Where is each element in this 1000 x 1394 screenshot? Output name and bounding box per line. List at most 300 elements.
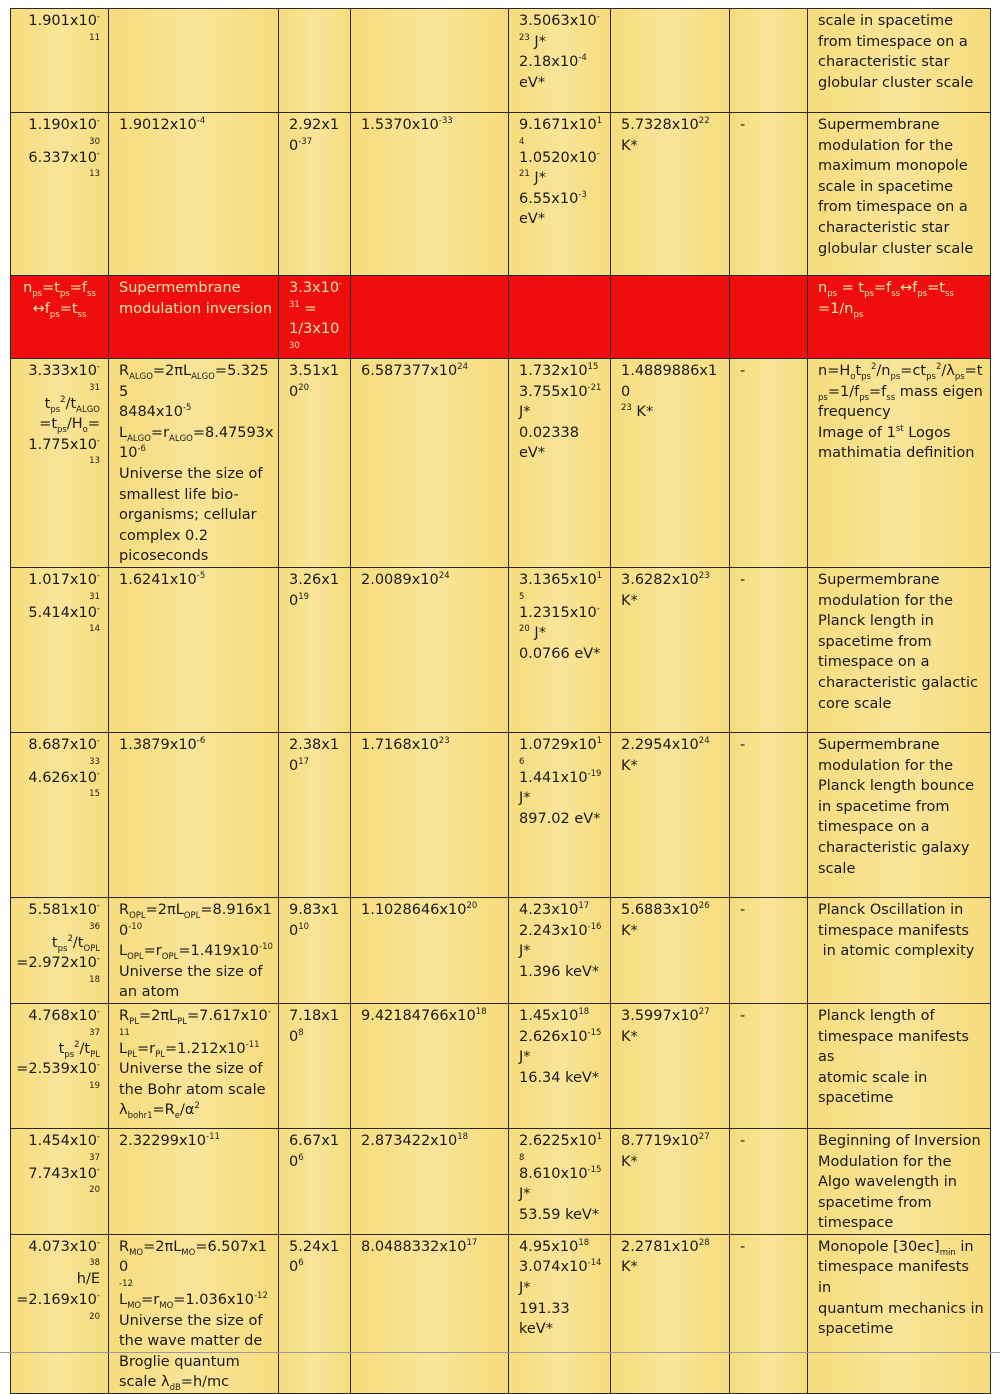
cell-line: spacetime from	[818, 633, 932, 650]
cell-line: modulation inversion	[119, 300, 273, 317]
ratio-cell	[351, 113, 509, 276]
length-cell	[109, 359, 279, 568]
cell-line: 3.3x10-	[289, 279, 343, 296]
cell-line: K*	[621, 757, 638, 774]
time-cell	[11, 567, 109, 732]
time-cell	[11, 113, 109, 276]
cell-line: characteristic star	[818, 54, 950, 71]
blank-cell	[730, 9, 808, 113]
cell-line: $2.626x10^{-15}$	[519, 1027, 602, 1045]
length-cell	[109, 276, 279, 359]
cell-line: $8484x10^{-5}$	[119, 403, 192, 421]
cell-line: $t_{ps}^2/t_{OPL}$	[51, 933, 100, 954]
cell-line: -	[740, 363, 746, 379]
table-row	[11, 732, 991, 897]
cell-line: =2.539x10-	[16, 1060, 100, 1078]
cell-line: complex 0.2	[119, 527, 209, 544]
description-cell	[808, 1234, 991, 1393]
cell-line: 37	[89, 1152, 100, 1163]
cell-line: from timespace on a	[818, 33, 968, 50]
cell-line: 36	[89, 921, 100, 932]
frequency-cell	[279, 732, 351, 897]
ratio-cell	[351, 732, 509, 897]
description-cell	[808, 732, 991, 897]
cell-line: 18	[89, 974, 100, 985]
cell-line: =2.972x10-	[16, 954, 100, 972]
cell-line: 1.017x10-	[28, 571, 100, 588]
cell-line: 11	[89, 32, 100, 43]
cell-line: $1.9012x10^{-4}$	[119, 116, 206, 133]
cell-line: $3.755x10^{-21}$	[519, 382, 602, 400]
cell-line: $\leftrightarrow f_{ps}=t_{ss}$	[32, 300, 87, 320]
energy-cell	[509, 1003, 611, 1128]
cell-line: $^{23}$ J*	[519, 32, 546, 50]
cell-line: $1.45x10^{18}$	[519, 1007, 590, 1024]
time-cell	[11, 1128, 109, 1234]
cell-line: Beginning of Inversion	[818, 1132, 981, 1149]
cell-line: -	[740, 1132, 746, 1149]
frequency-cell	[279, 1003, 351, 1128]
temperature-cell	[611, 732, 730, 897]
table-row	[11, 276, 991, 359]
time-cell	[11, 732, 109, 897]
cell-line: 3.333x10-	[28, 362, 100, 379]
temperature-cell	[611, 1128, 730, 1234]
energy-cell	[509, 9, 611, 113]
time-cell	[11, 1234, 109, 1393]
cell-line: $2.18x10^{-4}$	[519, 53, 587, 71]
description-cell	[808, 359, 991, 568]
energy-cell	[509, 897, 611, 1003]
cell-line: $2.243x10^{-16}$	[519, 921, 602, 939]
cell-line: picoseconds	[119, 548, 209, 565]
length-cell	[109, 9, 279, 113]
page-bottom-rule	[0, 1352, 1000, 1353]
cell-line: $3.6282x10^{23}$	[621, 571, 710, 588]
cell-line: J*	[519, 790, 531, 807]
temperature-cell	[611, 9, 730, 113]
cell-line: 11	[119, 1027, 130, 1038]
cell-line: 1.775x10-	[28, 435, 100, 453]
cell-line: J*	[519, 1280, 531, 1297]
cell-line: $n=H_ot_{ps}^2/n_{ps}=ct_{ps}^2/\lambda_{ps}=t$	[818, 362, 983, 382]
cell-line: 1.190x10-	[28, 116, 100, 133]
cell-line: $6.55x10^{-3}$	[519, 189, 587, 207]
table-row	[11, 567, 991, 732]
cell-line: -12	[119, 1279, 133, 1290]
data-table	[10, 8, 991, 1394]
cell-line: $9.1671x10^1$	[519, 116, 603, 133]
cell-line: -	[740, 901, 746, 918]
temperature-cell	[611, 276, 730, 359]
cell-line: J*	[519, 1186, 531, 1203]
cell-line: 2.92x1	[289, 117, 340, 133]
cell-line: 6	[519, 756, 525, 767]
ratio-cell	[351, 1128, 509, 1234]
cell-line: in spacetime from	[818, 798, 950, 815]
cell-line: timespace manifests in	[818, 1259, 974, 1297]
time-cell	[11, 359, 109, 568]
frequency-cell	[279, 1128, 351, 1234]
temperature-cell	[611, 359, 730, 568]
cell-line: $L_{OPL}=r_{OPL}=1.419x10^{-10}$	[119, 942, 273, 963]
length-cell	[109, 897, 279, 1003]
energy-cell	[509, 113, 611, 276]
cell-line: atomic scale in	[818, 1069, 928, 1086]
cell-line: $5.6883x10^{26}$	[621, 901, 710, 918]
cell-line: Universe the size of	[119, 465, 263, 482]
temperature-cell	[611, 897, 730, 1003]
frequency-cell	[279, 897, 351, 1003]
cell-line: -	[740, 571, 746, 588]
table-row	[11, 1234, 991, 1393]
cell-line: Universe the size of	[119, 1061, 263, 1078]
cell-line: 13	[89, 456, 100, 467]
energy-cell	[509, 359, 611, 568]
cell-line: $2.2781x10^{28}$	[621, 1238, 710, 1255]
cell-line: modulation for the	[818, 757, 954, 774]
energy-cell	[509, 732, 611, 897]
cell-line: 1.901x10-	[28, 12, 100, 29]
cell-line: $1.5370x10^{-33}$	[361, 116, 453, 133]
cell-line: characteristic galaxy	[818, 839, 970, 856]
cell-line: 9.83x1	[289, 901, 340, 918]
cell-line: spacetime	[818, 1321, 894, 1338]
cell-line: $1.0729x10^1$	[519, 736, 603, 753]
cell-line: $R_{MO}=2\pi L_{MO}=6.507x10$	[119, 1238, 267, 1276]
cell-line: h/E	[76, 1271, 100, 1288]
cell-line: $_{ps}=1/f_{ps}=f_{ss}$ mass eigen	[818, 383, 983, 403]
cell-line: 191.33	[519, 1300, 570, 1317]
cell-line: Algo wavelength in	[818, 1174, 957, 1191]
cell-line: Supermembrane	[818, 736, 940, 753]
cell-line: K*	[621, 1028, 638, 1045]
cell-line: 7.18x1	[289, 1007, 340, 1024]
ratio-cell	[351, 1234, 509, 1393]
cell-line: the Bohr atom scale	[119, 1081, 266, 1098]
cell-line: 8	[519, 1152, 525, 1163]
cell-line: $1.6241x10^{-5}$	[119, 571, 206, 588]
cell-line: timespace on a	[818, 819, 930, 836]
cell-line: 4.768x10-	[28, 1007, 100, 1024]
cell-line: $=1/n_{ps}$	[818, 300, 864, 320]
cell-line: 38	[89, 1258, 100, 1269]
cell-line: 31	[89, 382, 100, 393]
cell-line: 1.454x10-	[28, 1132, 100, 1149]
description-cell	[808, 276, 991, 359]
cell-line: $1.3879x10^{-6}$	[119, 736, 206, 753]
cell-line: $5.7328x10^{22}$	[621, 116, 710, 133]
cell-line: K*	[621, 1259, 638, 1276]
ratio-cell	[351, 276, 509, 359]
cell-line: $9.42184766x10^{18}$	[361, 1007, 487, 1024]
length-cell	[109, 1234, 279, 1393]
blank-cell	[730, 359, 808, 568]
cell-line: 20	[89, 1311, 100, 1322]
cell-line: as	[818, 1049, 835, 1066]
cell-line: $0^{-10}$	[119, 921, 143, 939]
cell-line: 30	[89, 136, 100, 147]
cell-line: $n_{ps}$ = $t_{ps}=f_{ss}\leftrightarrow f_{ps}=t_{ss}$	[818, 280, 954, 299]
cell-line: 0.02338	[519, 424, 579, 441]
cell-line: -	[740, 736, 746, 753]
cell-line: $^{31}$ =	[289, 299, 317, 317]
temperature-cell	[611, 1003, 730, 1128]
cell-line: $0^6$	[289, 1258, 304, 1276]
cell-line: spacetime	[818, 1090, 894, 1107]
cell-line: $10^{-6}$	[119, 444, 146, 462]
cell-line: $=t_{ps}/H_o=$	[39, 416, 100, 436]
blank-cell	[730, 113, 808, 276]
cell-line: 37	[89, 1027, 100, 1038]
cell-line: $4.23x10^{17}$	[519, 901, 590, 918]
cell-line: $8.610x10^{-15}$	[519, 1164, 602, 1182]
energy-cell	[509, 276, 611, 359]
cell-line: $L_{ALGO}=r_{ALGO}=8.47593x$	[119, 424, 274, 444]
cell-line: $t_{ps}^2/t_{PL}$	[58, 1039, 100, 1060]
frequency-cell	[279, 276, 351, 359]
cell-line: $8.0488332x10^{17}$	[361, 1238, 478, 1255]
cell-line: 19	[89, 1080, 100, 1091]
cell-line: Supermembrane	[119, 280, 241, 296]
temperature-cell	[611, 567, 730, 732]
cell-line: timespace	[818, 1215, 894, 1232]
ratio-cell	[351, 1003, 509, 1128]
cell-line: $t_{ps}^2/t_{ALGO}$	[44, 394, 100, 415]
cell-line: $1.441x10^{-19}$	[519, 768, 602, 786]
cell-line: 4.073x10-	[28, 1238, 100, 1255]
cell-line: 16.34 keV*	[519, 1069, 600, 1086]
cell-line: $0^{10}$	[289, 921, 310, 939]
cell-line: Supermembrane	[818, 571, 940, 588]
cell-line: K*	[621, 592, 638, 609]
cell-line: 31	[89, 591, 100, 602]
cell-line: $^{23}$ K*	[621, 403, 654, 421]
cell-line: $2.2954x10^{24}$	[621, 736, 710, 753]
cell-line: Planck length of	[818, 1007, 935, 1024]
cell-line: K*	[621, 922, 638, 939]
table-body	[11, 9, 991, 1394]
cell-line: 5.414x10-	[28, 603, 100, 621]
cell-line: $0^6$	[289, 1152, 304, 1170]
blank-cell	[730, 1234, 808, 1393]
cell-line: 1.396 keV*	[519, 963, 600, 980]
blank-cell	[730, 732, 808, 897]
ratio-cell	[351, 9, 509, 113]
frequency-cell	[279, 1234, 351, 1393]
cell-line: 8.687x10-	[28, 736, 100, 753]
cell-line: timespace manifests	[818, 1028, 969, 1045]
cell-line: Planck Oscillation in	[818, 901, 964, 918]
time-cell	[11, 276, 109, 359]
cell-line: mathimatia definition	[818, 445, 975, 462]
cell-line: globular cluster scale	[818, 240, 974, 257]
cell-line: $2.32299x10^{-11}$	[119, 1132, 220, 1149]
cell-line: K*	[621, 1153, 638, 1170]
temperature-cell	[611, 113, 730, 276]
cell-line: $3.1365x10^1$	[519, 571, 603, 588]
cell-line: $^{21}$ J*	[519, 169, 546, 187]
cell-line: $n_{ps}=t_{ps}=f_{ss}$	[23, 280, 96, 299]
cell-line: an atom	[119, 984, 180, 1001]
time-cell	[11, 897, 109, 1003]
cell-line: Monopole $[30ec]_{min}$ in	[818, 1238, 974, 1258]
energy-cell	[509, 1234, 611, 1393]
cell-line: 15	[89, 789, 100, 800]
cell-line: 5	[519, 591, 525, 602]
cell-line: 1.4889886x10	[621, 363, 718, 400]
length-cell	[109, 1128, 279, 1234]
ratio-cell	[351, 359, 509, 568]
cell-line: 1.2315x10-	[519, 603, 600, 621]
cell-line: quantum mechanics in	[818, 1300, 984, 1317]
cell-line: scale $\lambda_{dB}=h/mc$	[119, 1374, 230, 1394]
cell-line: -	[740, 1238, 746, 1255]
cell-line: Planck length in	[818, 613, 934, 630]
cell-line: 4.626x10-	[28, 768, 100, 786]
cell-line: 3.26x1	[289, 571, 340, 588]
cell-line: keV*	[519, 1321, 553, 1338]
cell-line: $L_{PL}=r_{PL}=1.212x10^{-11}$	[119, 1039, 260, 1060]
cell-line: $6.587377x10^{24}$	[361, 362, 469, 379]
cell-line: $2.873422x10^{18}$	[361, 1132, 469, 1149]
length-cell	[109, 1003, 279, 1128]
table-row	[11, 359, 991, 568]
cell-line: characteristic galactic	[818, 674, 978, 691]
cell-line: $R_{OPL}=2\pi L_{OPL}=8.916x1$	[119, 901, 272, 921]
cell-line: 6.337x10-	[28, 148, 100, 166]
data-table-sheet	[10, 8, 990, 1394]
cell-line: $2.6225x10^1$	[519, 1132, 603, 1149]
cell-line: 1/3x10	[289, 321, 340, 338]
cell-line: $4.95x10^{18}$	[519, 1238, 590, 1255]
cell-line: $0^{-37}$	[289, 136, 313, 154]
description-cell	[808, 113, 991, 276]
energy-cell	[509, 567, 611, 732]
length-cell	[109, 732, 279, 897]
cell-line: $L_{MO}=r_{MO}=1.036x10^{-12}$	[119, 1291, 268, 1311]
cell-line: $\lambda_{bohr1}=R_e/\alpha^2$	[119, 1101, 200, 1122]
cell-line: $8.7719x10^{27}$	[621, 1132, 710, 1149]
cell-line: from timespace on a	[818, 199, 968, 216]
length-cell	[109, 567, 279, 732]
blank-cell	[730, 897, 808, 1003]
cell-line: 0.0766 eV*	[519, 645, 601, 662]
cell-line: J*	[519, 1049, 531, 1066]
cell-line: 1.0520x10-	[519, 148, 600, 166]
cell-line: $^{20}$ J*	[519, 624, 546, 642]
cell-line: spacetime from	[818, 1194, 932, 1211]
cell-line: modulation for the	[818, 592, 954, 609]
cell-line: the wave matter de	[119, 1333, 263, 1350]
temperature-cell	[611, 1234, 730, 1393]
cell-line: $0^{20}$	[289, 382, 310, 400]
cell-line: $3.5997x10^{27}$	[621, 1007, 710, 1024]
cell-line: 3.5063x10-	[519, 12, 600, 29]
cell-line: globular cluster scale	[818, 74, 974, 91]
cell-line: K*	[621, 137, 638, 154]
cell-line: $0^8$	[289, 1027, 304, 1045]
cell-line: characteristic star	[818, 219, 950, 236]
frequency-cell	[279, 113, 351, 276]
cell-line: Universe the size of	[119, 963, 263, 980]
cell-line: 33	[89, 756, 100, 767]
cell-line: timespace on a	[818, 654, 930, 671]
table-row	[11, 1003, 991, 1128]
cell-line: Broglie quantum	[119, 1353, 240, 1370]
frequency-cell	[279, 567, 351, 732]
description-cell	[808, 1128, 991, 1234]
cell-line: Universe the size of	[119, 1312, 263, 1329]
cell-line: 7.743x10-	[28, 1164, 100, 1182]
cell-line: $0^{17}$	[289, 756, 310, 774]
table-row	[11, 9, 991, 113]
cell-line: in atomic complexity	[818, 943, 975, 960]
cell-line: $R_{PL}=2\pi L_{PL}=7.617x10^-$	[119, 1007, 271, 1027]
cell-line: 6.67x1	[289, 1132, 340, 1149]
cell-line: 4	[519, 136, 525, 147]
cell-line: Planck length bounce	[818, 778, 975, 795]
cell-line: 5.24x1	[289, 1238, 340, 1255]
description-cell	[808, 567, 991, 732]
frequency-cell	[279, 9, 351, 113]
blank-cell	[730, 1128, 808, 1234]
blank-cell	[730, 276, 808, 359]
cell-line: 14	[89, 624, 100, 635]
cell-line: =2.169x10-	[16, 1291, 100, 1309]
cell-line: eV*	[519, 74, 546, 91]
time-cell	[11, 1003, 109, 1128]
cell-line: $1.1028646x10^{20}$	[361, 901, 478, 918]
cell-line: J*	[519, 943, 531, 960]
cell-line: 2.38x1	[289, 736, 340, 753]
ratio-cell	[351, 567, 509, 732]
cell-line: core scale	[818, 695, 892, 712]
cell-line: J*	[519, 404, 531, 421]
cell-line: 13	[89, 169, 100, 180]
cell-line: $2.0089x10^{24}$	[361, 571, 450, 588]
cell-line: $0^{19}$	[289, 591, 310, 609]
cell-line: timespace manifests	[818, 922, 969, 939]
cell-line: modulation for the	[818, 137, 954, 154]
cell-line: scale in spacetime	[818, 178, 954, 195]
blank-cell	[730, 1003, 808, 1128]
length-cell	[109, 113, 279, 276]
cell-line: -	[740, 1007, 746, 1024]
cell-line: -	[740, 117, 746, 133]
cell-line: Supermembrane	[818, 117, 940, 133]
cell-line: 897.02 eV*	[519, 810, 601, 827]
cell-line: 20	[89, 1185, 100, 1196]
description-cell	[808, 897, 991, 1003]
cell-line: $1.7168x10^{23}$	[361, 736, 450, 753]
cell-line: $1.732x10^{15}$	[519, 362, 599, 379]
description-cell	[808, 9, 991, 113]
energy-cell	[509, 1128, 611, 1234]
table-row	[11, 113, 991, 276]
cell-line: Image of 1st Logos	[818, 423, 951, 441]
cell-line: scale	[818, 860, 856, 877]
cell-line: $3.074x10^{-14}$	[519, 1258, 602, 1276]
cell-line: 53.59 keV*	[519, 1206, 600, 1223]
cell-line: 30	[289, 340, 300, 351]
cell-line: 3.51x1	[289, 363, 340, 379]
frequency-cell	[279, 359, 351, 568]
ratio-cell	[351, 897, 509, 1003]
blank-cell	[730, 567, 808, 732]
description-cell	[808, 1003, 991, 1128]
cell-line: organisms; cellular	[119, 507, 257, 524]
